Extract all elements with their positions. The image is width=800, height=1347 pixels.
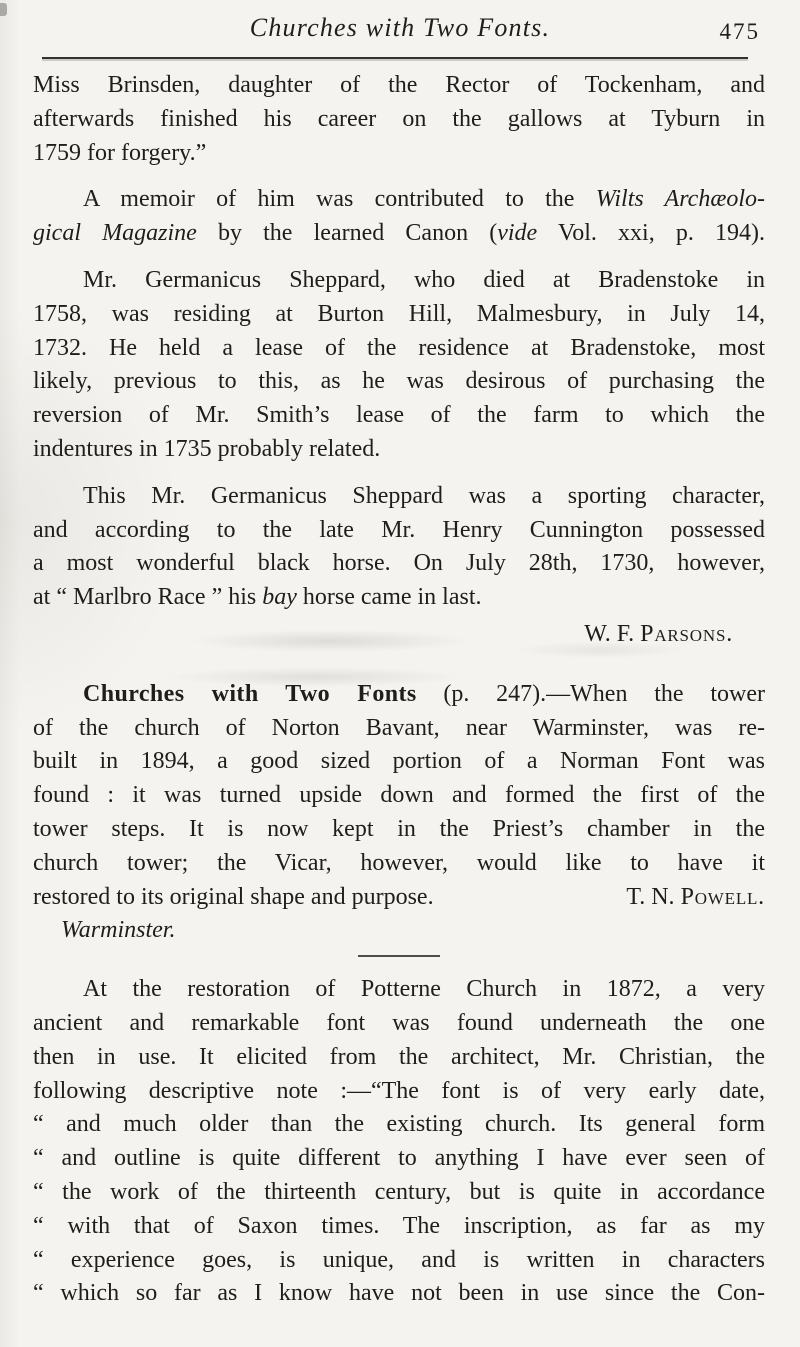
section-divider [358,955,440,957]
text-segment: built in 1894, a good sized portion of a Norman Font was [33,748,765,775]
text-segment: vide [497,220,538,247]
text-line [33,332,765,366]
text-segment: gical Magazine [33,220,197,247]
text-line [33,217,765,251]
text-segment: reversion of Mr. Smith’s lease of the farm to which the [33,402,765,429]
text-segment: Powell. [680,883,765,910]
text-segment: Parsons. [640,620,733,647]
text-line [33,1277,765,1311]
text-segment: and according to the late Mr. Henry Cunnington possessed [33,516,765,543]
text-line [33,137,765,171]
text-line [33,618,765,652]
text-segment: T. N. [626,883,681,910]
text-line [33,881,765,915]
text-segment: “ and much older than the existing church. Its general form [33,1111,765,1138]
text-segment: tower steps. It is now kept in the Priest’s chamber in the [33,815,765,842]
text-segment: church tower; the Vicar, however, would like to have it [33,849,765,876]
text-segment: ancient and remarkable font was found underneath the one [33,1009,765,1036]
text-line [33,298,765,332]
page-number: 475 [719,19,760,44]
paragraph-brinsden-continuation [33,69,765,170]
text-line [33,847,765,881]
text-segment: At the restoration of Potterne Church in 1872, a very [83,976,765,1003]
text-line [33,1210,765,1244]
text-line [33,365,765,399]
text-segment: “ and outline is quite different to anything I have ever seen of [33,1145,765,1172]
text-segment: indentures in 1735 probably related. [33,435,381,462]
text-segment: 1732. He held a lease of the residence at Bradenstoke, most [33,334,765,361]
text-segment: 1759 for forgery.” [33,139,207,166]
text-segment: “ which so far as I know have not been in use since the Con- [33,1280,765,1307]
text-segment: likely, previous to this, as he was desirous of purchasing the [33,368,765,395]
text-line [33,547,765,581]
text-segment: by the learned Canon ( [196,220,498,247]
text-segment: a most wonderful black horse. On July 28th, 1730, however, [33,550,765,577]
text-line [33,914,765,948]
text-line [33,1007,765,1041]
text-line [33,1176,765,1210]
text-segment: bay [262,584,297,611]
text-segment: Warminster. [61,917,176,944]
text-line [33,433,765,467]
text-segment: Vol. xxi, p. 194). [537,220,765,247]
text-segment: Miss Brinsden, daughter of the Rector of Tockenham, and [33,72,765,98]
text-line [33,779,765,813]
text-segment: Wilts Archæolo- [595,186,765,213]
paragraph-sporting-character [33,480,765,615]
signature-parsons [33,618,765,652]
text-segment: then in use. It elicited from the architect, Mr. Christian, the [33,1043,765,1070]
text-line [33,1041,765,1075]
text-line [33,712,765,746]
text-segment: at “ Marlbro Race ” his [33,584,263,611]
text-segment: 1758, was residing at Burton Hill, Malmesbury, in July 14, [33,300,765,327]
paragraph-germanicus-sheppard [33,264,765,467]
text-line [33,813,765,847]
text-segment: W. F. [584,620,641,647]
text-line [33,69,765,103]
text-line [33,973,765,1007]
paragraph-potterne-font [33,973,765,1311]
text-segment: Churches with Two Fonts [83,680,417,707]
text-segment: restored to its original shape and purpose. [33,883,434,910]
text-line [33,1142,765,1176]
text-line [33,514,765,548]
text-segment: This Mr. Germanicus Sheppard was a sporting character, [83,482,765,509]
text-line [33,1244,765,1278]
text-segment: horse came in last. [296,584,482,611]
text-segment: “ experience goes, is unique, and is written in characters [33,1246,765,1273]
text-segment: found : it was turned upside down and formed the first of the [33,782,765,809]
text-line [33,399,765,433]
text-segment: following descriptive note :—“The font is of very early date, [33,1077,765,1104]
text-line [33,1108,765,1142]
text-segment: (p. 247).—When the tower [416,680,765,707]
text-line [33,1075,765,1109]
text-line [33,103,765,137]
text-line [33,264,765,298]
running-header [0,0,800,49]
text-line [33,745,765,779]
text-segment: “ the work of the thirteenth century, but is quite in accordance [33,1178,765,1205]
text-segment: Mr. Germanicus Sheppard, who died at Bradenstoke in [83,266,765,293]
text-line [33,480,765,514]
paragraph-churches-two-fonts [33,678,765,948]
text-segment: afterwards finished his career on the gallows at Tyburn in [33,105,765,132]
text-line [33,183,765,217]
text-line [33,678,765,712]
page-header-title: Churches with Two Fonts. [249,13,551,42]
text-line [33,581,765,615]
text-segment: “ with that of Saxon times. The inscription, as far as my [33,1212,765,1239]
page-body [0,59,800,1311]
text-segment: A memoir of him was contributed to the [83,186,596,213]
paragraph-memoir [33,183,765,251]
text-segment: of the church of Norton Bavant, near Warminster, was re- [33,714,765,741]
